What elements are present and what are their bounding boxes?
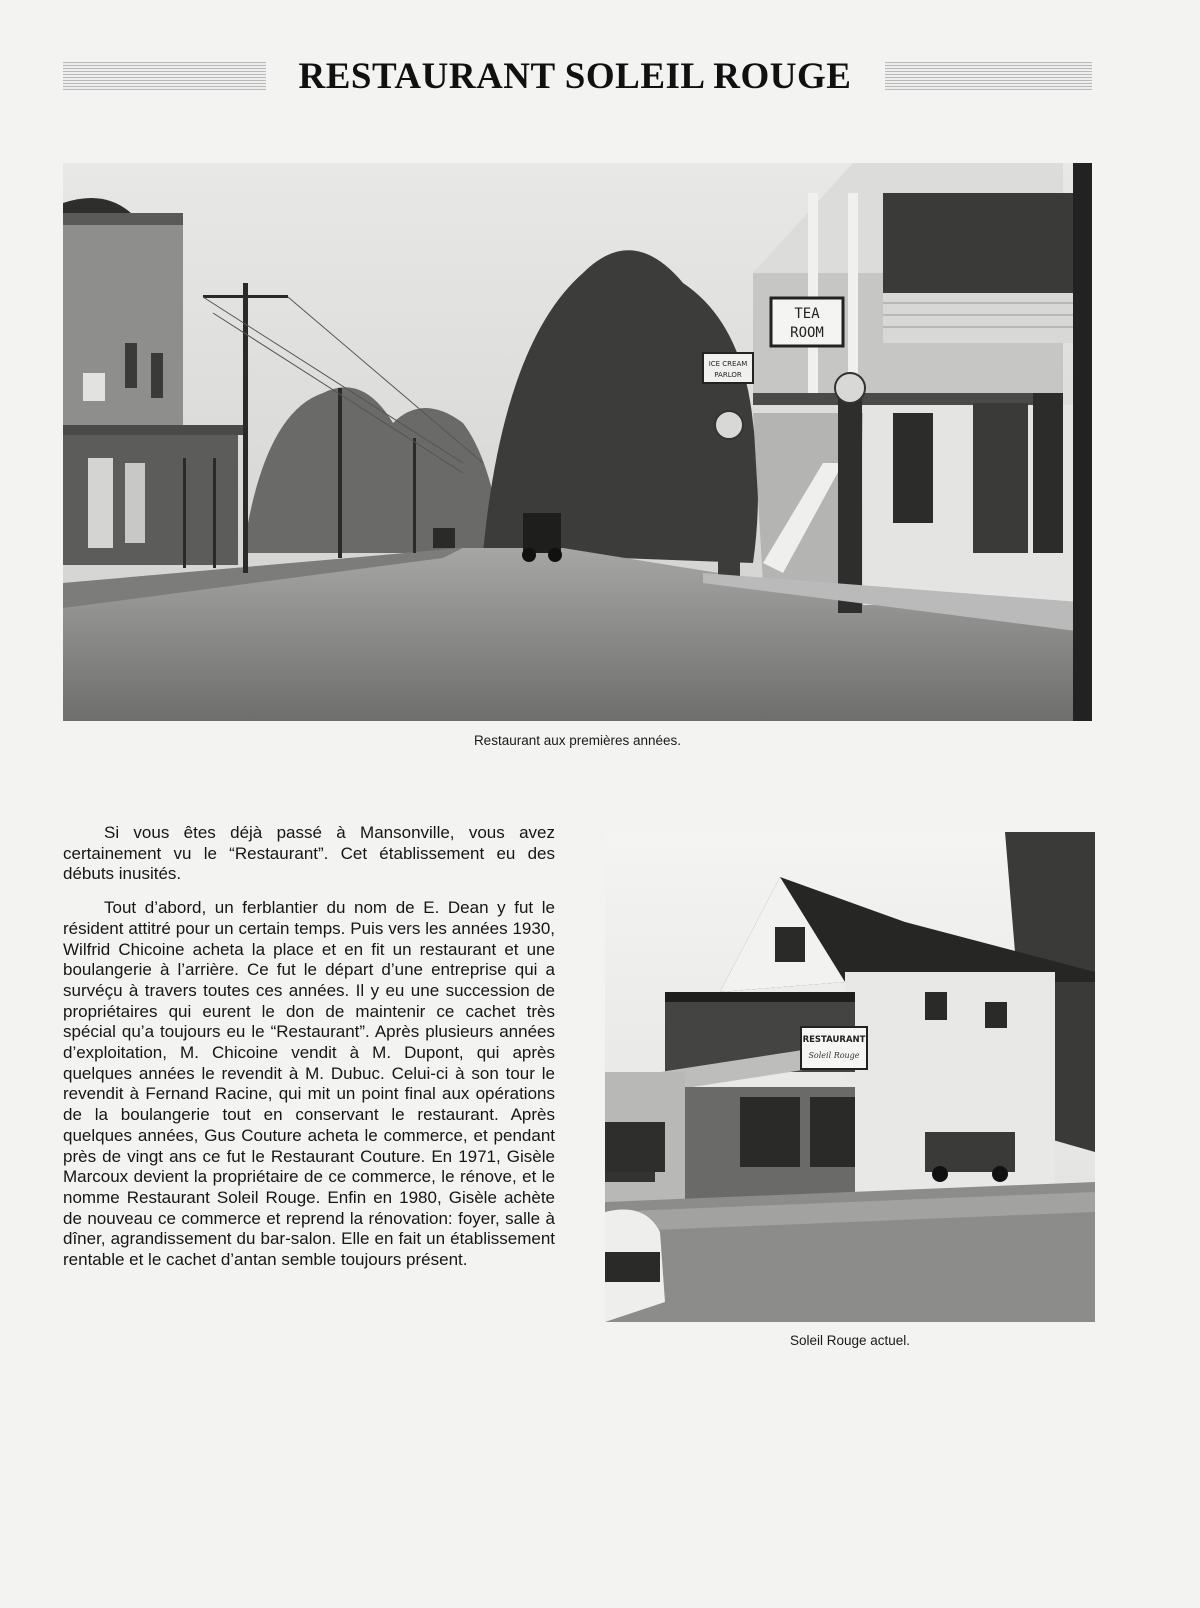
parlor-sign-line1: ICE CREAM [708,360,748,368]
page-title: RESTAURANT SOLEIL ROUGE [298,56,852,97]
modern-restaurant-illustration [605,832,1095,1322]
modern-photo-caption: Soleil Rouge actuel. [789,1333,911,1348]
title-rule-left [63,62,266,90]
tea-room-sign-line1: TEA [794,306,820,322]
historic-photo-caption: Restaurant aux premières années. [473,733,682,748]
tea-room-sign-line2: ROOM [790,325,824,341]
historic-street-photo [63,163,1092,721]
historic-street-illustration [63,163,1092,721]
article-paragraph-history: Tout d’abord, un ferblantier du nom de E. Dean y fut le résident attitré pour un certain temps. Puis vers les années 1930, Wilfrid Chicoine acheta la place et en fit un restaurant et une boulangerie à l’arrière. Ce fut le départ d’une entreprise qui a survéçu à travers toutes ces années. Il y eu une succession de propriétaires qui eurent le don de maintenir ce cachet très spécial qu’a toujours eu le “Restaurant”. Après plusieurs années d’exploitation, M. Chicoine vendit à M. Dupont, qui après quelques années le revendit à M. Dubuc. Celui-ci à son tour le revendit à Fernand Racine, qui mit un point final aux opérations de la boulangerie tout en conservant le restaurant. Après quelques années, Gus Couture acheta le commerce, et pendant près de vingt ans ce fut le Restaurant Couture. En 1971, Gisèle Marcoux devient la propriétaire de ce commerce, le rénove, et le nomme Restaurant Soleil Rouge. Enfin en 1980, Gisèle achète de nouveau ce commerce et reprend la rénovation: foyer, salle à dîner, agrandissement du bar-salon. Elle en fait un établissement rentable et le cachet d’antan semble toujours présent. [63,898,555,1270]
parlor-sign-line2: PARLOR [714,371,742,379]
article-body [63,823,555,1284]
restaurant-sign-script: Soleil Rouge [808,1051,860,1060]
page-header [63,52,1092,102]
title-rule-right [885,62,1092,90]
modern-restaurant-photo [605,832,1095,1322]
article-paragraph-intro: Si vous êtes déjà passé à Mansonville, vous avez certainement vu le “Restaurant”. Cet établissement eu des débuts inusités. [63,823,555,884]
restaurant-sign-text: RESTAURANT [802,1035,866,1045]
